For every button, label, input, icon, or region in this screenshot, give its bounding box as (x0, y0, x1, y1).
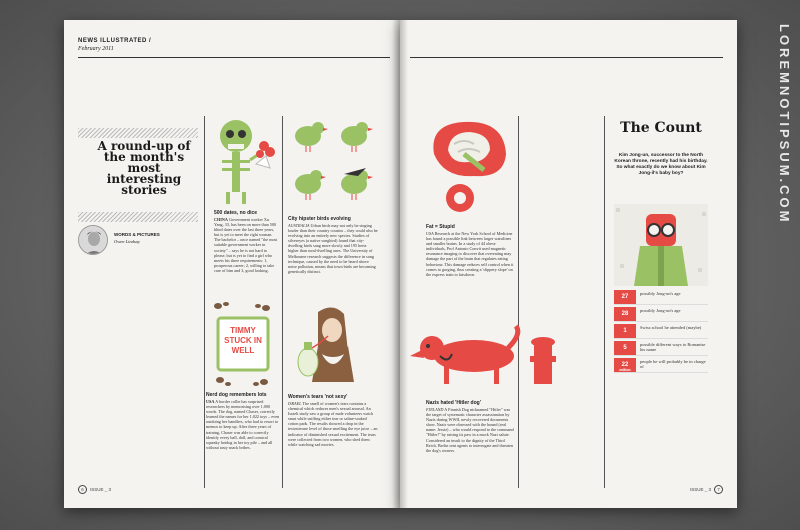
column-rule (204, 298, 205, 488)
count-intro: Kim Jong-un, successor to the North Korean throne, recently had his birthday. So what exactly do we know about Kim Jong-il's baby boy? (614, 153, 708, 176)
watermark-text: LOREMNOTIPSUM.COM (777, 24, 792, 225)
story-title: 500 dates, no dice (214, 210, 258, 216)
story-place: USA (426, 231, 434, 236)
count-text: possibly Jong-un's age (640, 308, 681, 313)
page-number: 7 (714, 485, 723, 494)
count-row (614, 341, 708, 356)
dog-sign-text: TIMMY STUCK IN WELL (224, 326, 262, 355)
column-rule (604, 116, 605, 488)
right-folio (690, 485, 723, 494)
story-text: A Finnish Dog nicknamed "Hitler" was the target of systematic character assassination by Nazis during WWII, newly recovered documents show. Nazis were obsessed with the hound (real name: Jessie) – who would respond to the command "Hitler!" by raising its paw in a mock Nazi salute. Considered an insult to the dignity of the Third Reich, Berlin sent agents to interrogate and threaten the dog's owners. (426, 407, 514, 453)
top-rule (410, 57, 723, 58)
story-title: Fat = Stupid (426, 224, 455, 230)
birds-illustration (288, 116, 380, 212)
story-text: A border collie has surprised researchers by memorising over 1,000 words. The dog, named Chaser, correctly learned the names for her 1,022 toys – even outdoing her handlers, who had to resort to memos to keep up. After three years of training, Chaser was able to correctly identify every ball, doll, and comical squeaky hotdog in her toy pile – and all without tasty snack bribes. (206, 399, 280, 450)
story-body (214, 217, 278, 273)
issue-label: ISSUE _ 3 (689, 487, 711, 492)
column-rule (282, 298, 283, 488)
count-row (614, 307, 708, 322)
feature-headline: A round-up of the month's most interesting stories (97, 139, 191, 197)
masthead-date: February 2011 (78, 46, 114, 52)
column-rule (282, 116, 283, 322)
page-number: 6 (78, 485, 87, 494)
count-title: The Count (620, 120, 702, 136)
story-text: The smell of women's tears contains a chemical which reduces men's sexual arousal. An Israeli study saw a group of male volunteers watch smut while sniffing either tear or saline-soaked cotton pads. The results showed a drop in the testosterone level of those smelling the eye juice – an indicator of diminished sexual excitement. The tears were collected from two women, who shed them while watching sad movies. (288, 401, 378, 447)
story-place: USA (206, 399, 215, 404)
story-text: Urban birds may not only be singing louder than their country cousins – they could also be evolving into an entirely new species. Studies of silvereyes (a native songbird) found that city-dwelling birds sang more slowly and 195 hertz higher than rural-dwelling ones. The University of Melbourne research suggests the difference in song technique, caused by the need to be heard above noise pollution, means that town birds are becoming genetically distinct. (288, 223, 378, 274)
count-number-unit: million (619, 368, 631, 372)
skeleton-illustration (214, 116, 276, 206)
count-number (614, 358, 636, 372)
story-place: AUSTRALIA (288, 223, 310, 228)
story-text: Government worker Xu Yang, 33, has been on more than 500 blind dates over the last three years, but is yet to meet the right woman. The bachelor – once named "the most suitable government worker in society" – says he is not hard to please, but is yet to find a girl who meets his three requirements: 1, prosperous career; 2, willing to take care of him and 3, good looking. (214, 217, 278, 273)
top-rule (78, 57, 390, 58)
story-title: City hipster birds evolving (288, 216, 351, 222)
story-title: Nerd dog remembers lots (206, 392, 267, 398)
watermark (774, 24, 796, 484)
story-text: Research at the New York School of Medicine has found a possible link between larger waistlines and smaller brains. In a study of 44 obese individuals, Prof Antonio Convit used magnetic resonance imaging to discover that overeating may damage the part of the brain that regulates eating behaviour. This damage reduces self control when it comes to gorging, thus creating a 'slippery slope' on the express train to fatsdown. (426, 231, 514, 277)
count-number: 28 (614, 307, 636, 321)
hitler-dog-illustration (404, 320, 564, 390)
left-page (64, 20, 400, 508)
kim-illustration (614, 204, 708, 286)
story-body (288, 401, 378, 447)
hatch-rule (78, 128, 198, 138)
brain-donut-illustration (424, 114, 514, 218)
byline-name: Owen Lindsay (114, 239, 140, 244)
story-title: Nazis hated 'Hitler dog' (426, 400, 481, 406)
story-place: CHINA (214, 217, 228, 222)
count-number: 5 (614, 341, 636, 355)
count-row (614, 324, 708, 339)
story-body (426, 231, 514, 277)
left-folio (78, 485, 111, 494)
story-title: Women's tears 'not sexy' (288, 394, 348, 400)
count-number: 1 (614, 324, 636, 338)
story-body (206, 399, 280, 450)
count-row (614, 290, 708, 305)
story-place: FINLAND (426, 407, 444, 412)
column-rule (518, 116, 519, 488)
hatch-rule (78, 212, 198, 222)
column-rule (204, 116, 205, 322)
author-avatar (78, 225, 108, 255)
story-place: ISRAEL (288, 401, 302, 406)
count-text: people he will probably be in charge of (640, 359, 706, 369)
masthead-title: NEWS ILLUSTRATED / (78, 38, 152, 44)
book-spine-shadow (392, 20, 408, 508)
issue-label: ISSUE _ 3 (90, 487, 112, 492)
byline-label: WORDS & PICTURES (114, 232, 160, 237)
count-number-value: 22 (621, 362, 629, 368)
count-text: possible different ways to Romanise his name (640, 342, 706, 352)
count-number: 27 (614, 290, 636, 304)
count-text: Swiss school he attended (maybe) (640, 325, 702, 330)
story-body (426, 407, 514, 453)
right-page (400, 20, 737, 508)
count-row (614, 358, 708, 373)
story-body (288, 223, 378, 274)
count-text: possibly Jong-un's age (640, 291, 681, 296)
tears-illustration (288, 302, 378, 392)
dog-sign-illustration (206, 298, 280, 390)
